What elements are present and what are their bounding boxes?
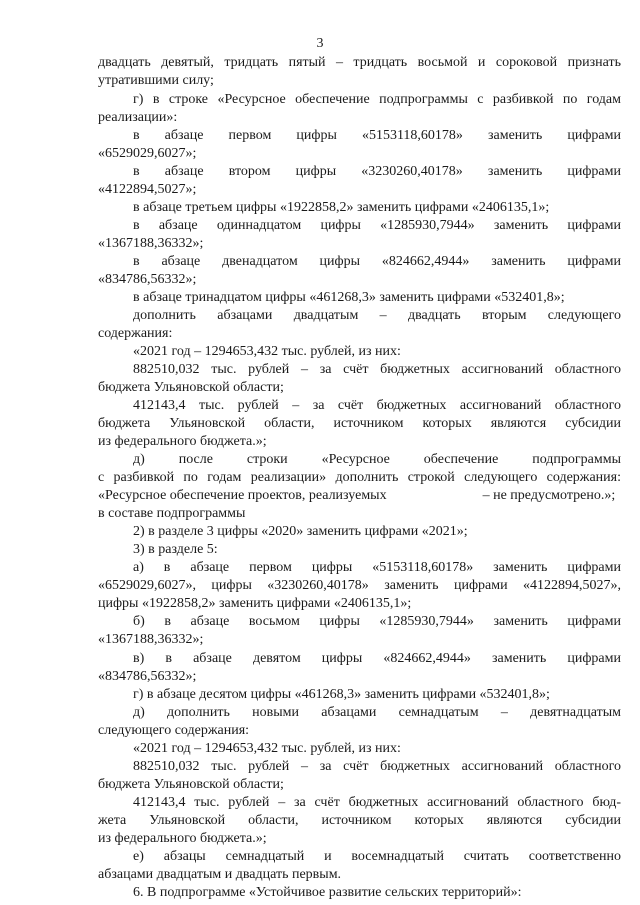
text-line: содержания: [98,326,173,341]
text-line: е) абзацы семнадцатый и восемнадцатый считать соответственно [133,849,621,864]
text-line: в) в абзаце девятом цифры «824662,4944» заменить цифрами [133,651,621,666]
text-line: в абзаце одиннадцатом цифры «1285930,7944» заменить цифрами [133,218,621,233]
text-line: в абзаце втором цифры «3230260,40178» заменить цифрами [133,164,621,179]
text-line: в абзаце третьем цифры «1922858,2» заменить цифрами «2406135,1»; [133,200,550,215]
text-line: из федерального бюджета.»; [98,831,267,846]
text-line: в составе подпрограммы [98,506,246,521]
text-line: «834786,56332»; [98,669,197,684]
text-line [98,487,621,504]
text-line-part: – не предусмотрено.»; [482,488,616,503]
text-line: «1367188,36332»; [98,236,204,251]
text-line: бюджета Ульяновской области; [98,380,284,395]
text-line: 412143,4 тыс. рублей – за счёт бюджетных ассигнований областного [133,398,621,413]
text-line: «4122894,5027»; [98,182,197,197]
text-line: бюджета Ульяновской области, источником которых являются субсидии [98,416,621,431]
page-number: 3 [316,36,324,51]
text-line-part: «Ресурсное обеспечение проектов, реализуемых [98,488,387,503]
text-line: 3) в разделе 5: [133,542,218,557]
text-line: в абзаце первом цифры «5153118,60178» заменить цифрами [133,128,621,143]
text-line: бюджета Ульяновской области; [98,777,284,792]
text-line: дополнить абзацами двадцатым – двадцать вторым следующего [133,308,621,323]
text-line: г) в строке «Ресурсное обеспечение подпрограммы с разбивкой по годам [133,92,621,107]
text-line: 2) в разделе 3 цифры «2020» заменить цифрами «2021»; [133,524,468,539]
text-line: утратившими силу; [98,73,214,88]
text-line: 6. В подпрограмме «Устойчивое развитие сельских территорий»: [133,885,522,900]
text-line: в абзаце двенадцатом цифры «824662,4944» заменить цифрами [133,254,621,269]
text-line: 412143,4 тыс. рублей – за счёт бюджетных ассигнований областного бюд- [133,795,621,810]
text-line: двадцать девятый, тридцать пятый – тридцать восьмой и сороковой признать [98,55,621,70]
text-line: жета Ульяновской области, источником которых являются субсидии [98,813,621,828]
text-line: цифры «1922858,2» заменить цифрами «2406135,1»; [98,596,412,611]
text-line: «2021 год – 1294653,432 тыс. рублей, из них: [133,344,401,359]
text-line: реализации»: [98,110,178,125]
text-line: абзацами двадцатым и двадцать первым. [98,867,342,882]
text-line: 882510,032 тыс. рублей – за счёт бюджетных ассигнований областного [133,362,621,377]
text-line: следующего содержания: [98,723,250,738]
text-line: из федерального бюджета.»; [98,434,267,449]
text-line: «834786,56332»; [98,272,197,287]
text-line: «1367188,36332»; [98,632,204,647]
text-line: «2021 год – 1294653,432 тыс. рублей, из них: [133,741,401,756]
text-line: в абзаце тринадцатом цифры «461268,3» заменить цифрами «532401,8»; [133,290,565,305]
text-line: д) после строки «Ресурсное обеспечение подпрограммы [133,452,621,467]
text-line: г) в абзаце десятом цифры «461268,3» заменить цифрами «532401,8»; [133,687,550,702]
text-line: с разбивкой по годам реализации» дополнить строкой следующего содержания: [98,470,621,485]
text-line: «6529029,6027», цифры «3230260,40178» заменить цифрами «4122894,5027», [98,578,621,593]
text-line: а) в абзаце первом цифры «5153118,60178» заменить цифрами [133,560,621,575]
text-line: 882510,032 тыс. рублей – за счёт бюджетных ассигнований областного [133,759,621,774]
text-line: «6529029,6027»; [98,146,197,161]
text-line: д) дополнить новыми абзацами семнадцатым – девятнадцатым [133,705,621,720]
text-line: б) в абзаце восьмом цифры «1285930,7944» заменить цифрами [133,614,621,629]
